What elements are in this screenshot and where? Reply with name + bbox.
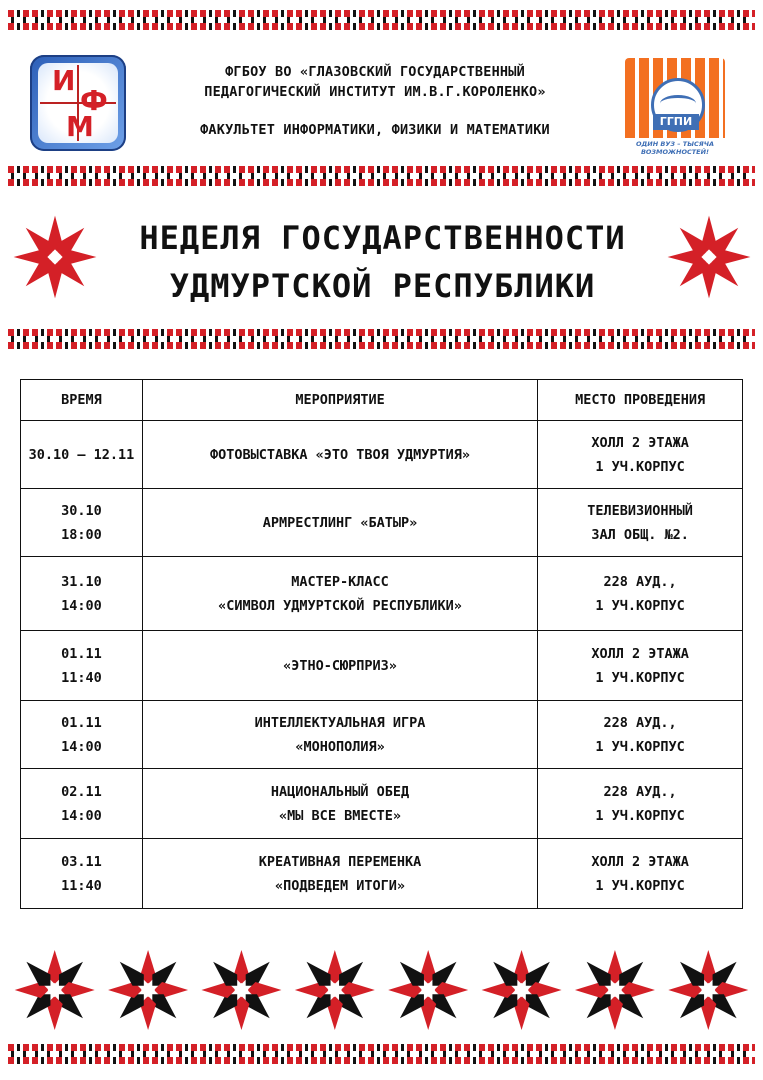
place-cell: [538, 557, 743, 631]
time-cell-line: 14:00: [61, 738, 102, 755]
place-cell-line: ХОЛЛ 2 ЭТАЖА: [591, 434, 689, 451]
place-cell-line: 228 АУД.,: [603, 714, 677, 731]
place-cell-line: ХОЛЛ 2 ЭТАЖА: [591, 853, 689, 870]
event-cell-line: НАЦИОНАЛЬНЫЙ ОБЕД: [270, 783, 410, 800]
ornament-band-header: [8, 166, 755, 186]
event-cell-line: «МОНОПОЛИЯ»: [295, 738, 385, 755]
event-cell: [142, 489, 537, 557]
ggpi-logo-slogan: ОДИН ВУЗ – ТЫСЯЧА ВОЗМОЖНОСТЕЙ!: [635, 140, 715, 156]
column-header: ВРЕМЯ: [21, 380, 143, 421]
schedule-table: [20, 379, 743, 909]
place-cell-line: 1 УЧ.КОРПУС: [595, 458, 685, 475]
event-cell: [142, 631, 537, 701]
ggpi-logo-icon: [617, 58, 733, 154]
faculty-name: ФАКУЛЬТЕТ ИНФОРМАТИКИ, ФИЗИКИ И МАТЕМАТИКИ: [200, 122, 550, 138]
table-row: [21, 701, 743, 769]
time-cell-line: 01.11: [61, 645, 102, 662]
place-cell-line: 1 УЧ.КОРПУС: [595, 669, 685, 686]
table-row: [21, 769, 743, 839]
time-cell-line: 14:00: [61, 597, 102, 614]
column-header: МЕРОПРИЯТИЕ: [142, 380, 537, 421]
ornament-motif: [295, 950, 375, 1030]
table-row: [21, 557, 743, 631]
event-cell-line: «ЭТНО-СЮРПРИЗ»: [283, 657, 397, 674]
time-cell: [21, 701, 143, 769]
table-row: [21, 421, 743, 489]
place-cell-line: 228 АУД.,: [603, 783, 677, 800]
place-cell-line: 1 УЧ.КОРПУС: [595, 738, 685, 755]
event-cell-line: «СИМВОЛ УДМУРТСКОЙ РЕСПУБЛИКИ»: [218, 597, 462, 614]
place-cell-line: 1 УЧ.КОРПУС: [595, 597, 685, 614]
time-cell: [21, 631, 143, 701]
ifm-logo-letter: И: [52, 64, 76, 97]
place-cell-line: 1 УЧ.КОРПУС: [595, 877, 685, 894]
ifm-logo-letter: М: [66, 110, 94, 143]
event-cell: [142, 839, 537, 909]
place-cell: [538, 631, 743, 701]
time-cell: [21, 557, 143, 631]
event-cell-line: ИНТЕЛЛЕКТУАЛЬНАЯ ИГРА: [254, 714, 426, 731]
event-cell: [142, 557, 537, 631]
time-cell-line: 11:40: [61, 669, 102, 686]
time-cell: [21, 421, 143, 489]
time-cell-line: 01.11: [61, 714, 102, 731]
ornament-row: [8, 944, 755, 1036]
ornament-band-title: [8, 329, 755, 349]
table-row: [21, 489, 743, 557]
time-cell-line: 03.11: [61, 853, 102, 870]
place-cell-line: ЗАЛ ОБЩ. №2.: [591, 526, 689, 543]
time-cell: [21, 769, 143, 839]
time-cell-line: 31.10: [61, 573, 102, 590]
event-cell-line: АРМРЕСТЛИНГ «БАТЫР»: [262, 514, 418, 531]
ifm-logo-letter: Ф: [80, 84, 108, 117]
ornament-motif: [108, 950, 188, 1030]
udmurt-star-icon: [10, 212, 100, 302]
column-header: МЕСТО ПРОВЕДЕНИЯ: [538, 380, 743, 421]
event-cell: [142, 701, 537, 769]
table-header-row: [21, 380, 743, 421]
place-cell-line: ТЕЛЕВИЗИОННЫЙ: [587, 502, 693, 519]
place-cell: [538, 839, 743, 909]
place-cell: [538, 769, 743, 839]
ornament-motif: [15, 950, 95, 1030]
place-cell-line: 228 АУД.,: [603, 573, 677, 590]
ornament-motif: [388, 950, 468, 1030]
ornament-motif: [668, 950, 748, 1030]
org-name-line2: ПЕДАГОГИЧЕСКИЙ ИНСТИТУТ ИМ.В.Г.КОРОЛЕНКО»: [204, 84, 546, 100]
event-cell: [142, 769, 537, 839]
page-title-line1: НЕДЕЛЯ ГОСУДАРСТВЕННОСТИ: [139, 219, 626, 257]
udmurt-star-icon: [664, 212, 754, 302]
org-name-line1: ФГБОУ ВО «ГЛАЗОВСКИЙ ГОСУДАРСТВЕННЫЙ: [225, 64, 525, 80]
ifm-logo-icon: [30, 55, 126, 151]
event-cell-line: ФОТОВЫСТАВКА «ЭТО ТВОЯ УДМУРТИЯ»: [209, 446, 471, 463]
event-cell-line: МАСТЕР-КЛАСС: [291, 573, 389, 590]
time-cell-line: 14:00: [61, 807, 102, 824]
time-cell-line: 30.10: [61, 502, 102, 519]
ornament-band-top: [8, 10, 755, 30]
place-cell-line: ХОЛЛ 2 ЭТАЖА: [591, 645, 689, 662]
place-cell: [538, 701, 743, 769]
ggpi-logo-label: ГГПИ: [653, 114, 699, 130]
event-cell-line: «МЫ ВСЕ ВМЕСТЕ»: [279, 807, 401, 824]
ornament-band-bottom: [8, 1044, 755, 1064]
place-cell: [538, 489, 743, 557]
ornament-motif: [201, 950, 281, 1030]
event-cell: [142, 421, 537, 489]
event-cell-line: «ПОДВЕДЕМ ИТОГИ»: [274, 877, 406, 894]
time-cell-line: 18:00: [61, 526, 102, 543]
time-cell: [21, 489, 143, 557]
time-cell-line: 11:40: [61, 877, 102, 894]
time-cell-line: 02.11: [61, 783, 102, 800]
table-row: [21, 839, 743, 909]
ornament-motif: [575, 950, 655, 1030]
place-cell: [538, 421, 743, 489]
time-cell: [21, 839, 143, 909]
time-cell-line: 30.10 – 12.11: [28, 446, 135, 463]
page-title-line2: УДМУРТСКОЙ РЕСПУБЛИКИ: [169, 267, 596, 305]
event-cell-line: КРЕАТИВНАЯ ПЕРЕМЕНКА: [258, 853, 422, 870]
table-row: [21, 631, 743, 701]
ornament-motif: [482, 950, 562, 1030]
place-cell-line: 1 УЧ.КОРПУС: [595, 807, 685, 824]
